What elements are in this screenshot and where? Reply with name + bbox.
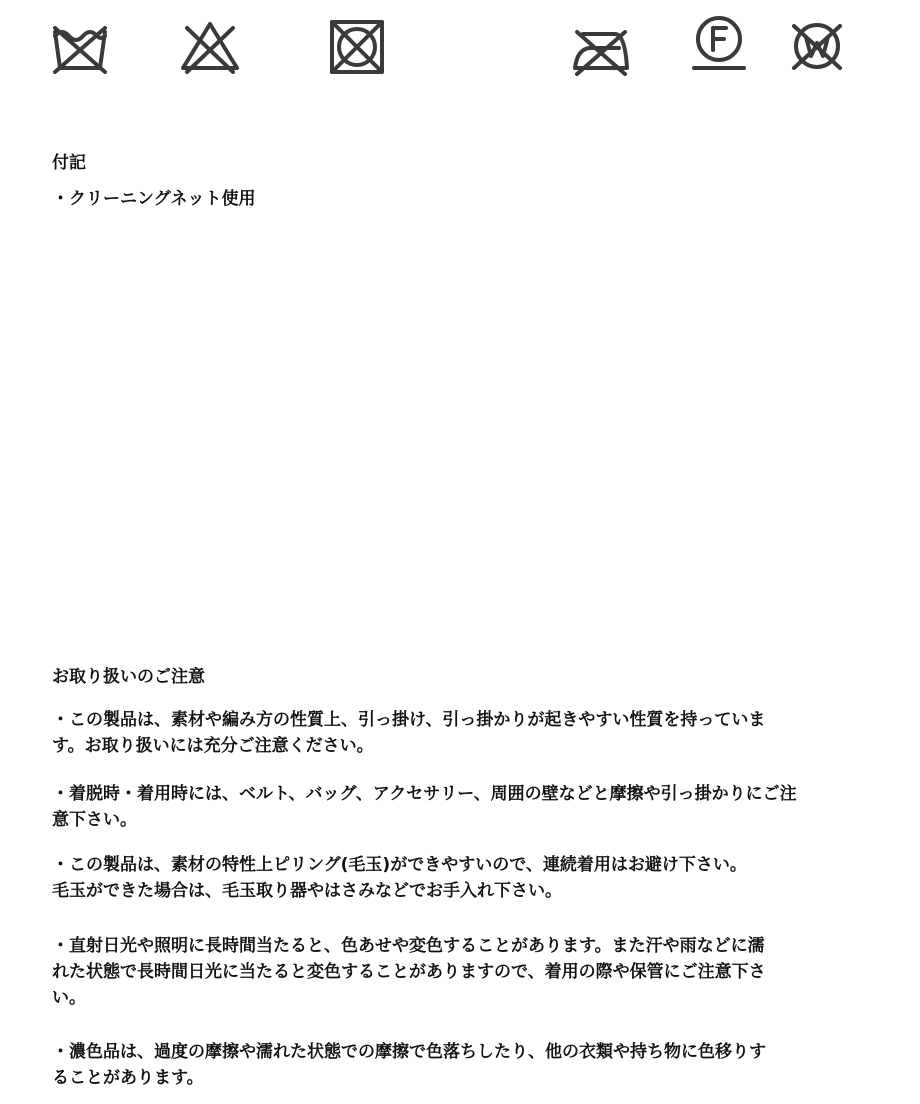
no-wet-clean-icon [782,10,852,80]
no-iron-icon [567,10,637,80]
caution-paragraph: ・着脱時・着用時には、ベルト、バッグ、アクセサリー、周囲の壁などと摩擦や引っ掛かりにご注 意下さい。 [52,784,797,830]
notes-title: 付記 [52,153,86,173]
no-tumble-dry-icon [322,10,392,80]
caution-paragraph: ・この製品は、素材の特性上ピリング(毛玉)ができやすいので、連続着用はお避け下さい。 毛玉ができた場合は、毛玉取り器やはさみなどでお手入れ下さい。 [52,855,747,901]
caution-paragraph: ・濃色品は、過度の摩擦や濡れた状態での摩擦で色落ちしたり、他の衣類や持ち物に色移りす ることがあります。 [52,1042,766,1088]
care-symbols-row [0,0,920,90]
dry-clean-f-icon [684,10,754,80]
notes-item: ・クリーニングネット使用 [52,189,256,209]
caution-title: お取り扱いのご注意 [52,667,205,687]
caution-paragraph: ・直射日光や照明に長時間当たると、色あせや変色することがあります。また汗や雨などに濡 れた状態で長時間日光に当たると変色することがありますので、着用の際や保管にご注意下さ い。 [52,936,766,1008]
no-bleach-icon [175,10,245,80]
caution-paragraph: ・この製品は、素材や編み方の性質上、引っ掛け、引っ掛かりが起きやすい性質を持っていま す。お取り扱いには充分ご注意ください。 [52,710,766,756]
no-wash-icon [45,10,115,80]
